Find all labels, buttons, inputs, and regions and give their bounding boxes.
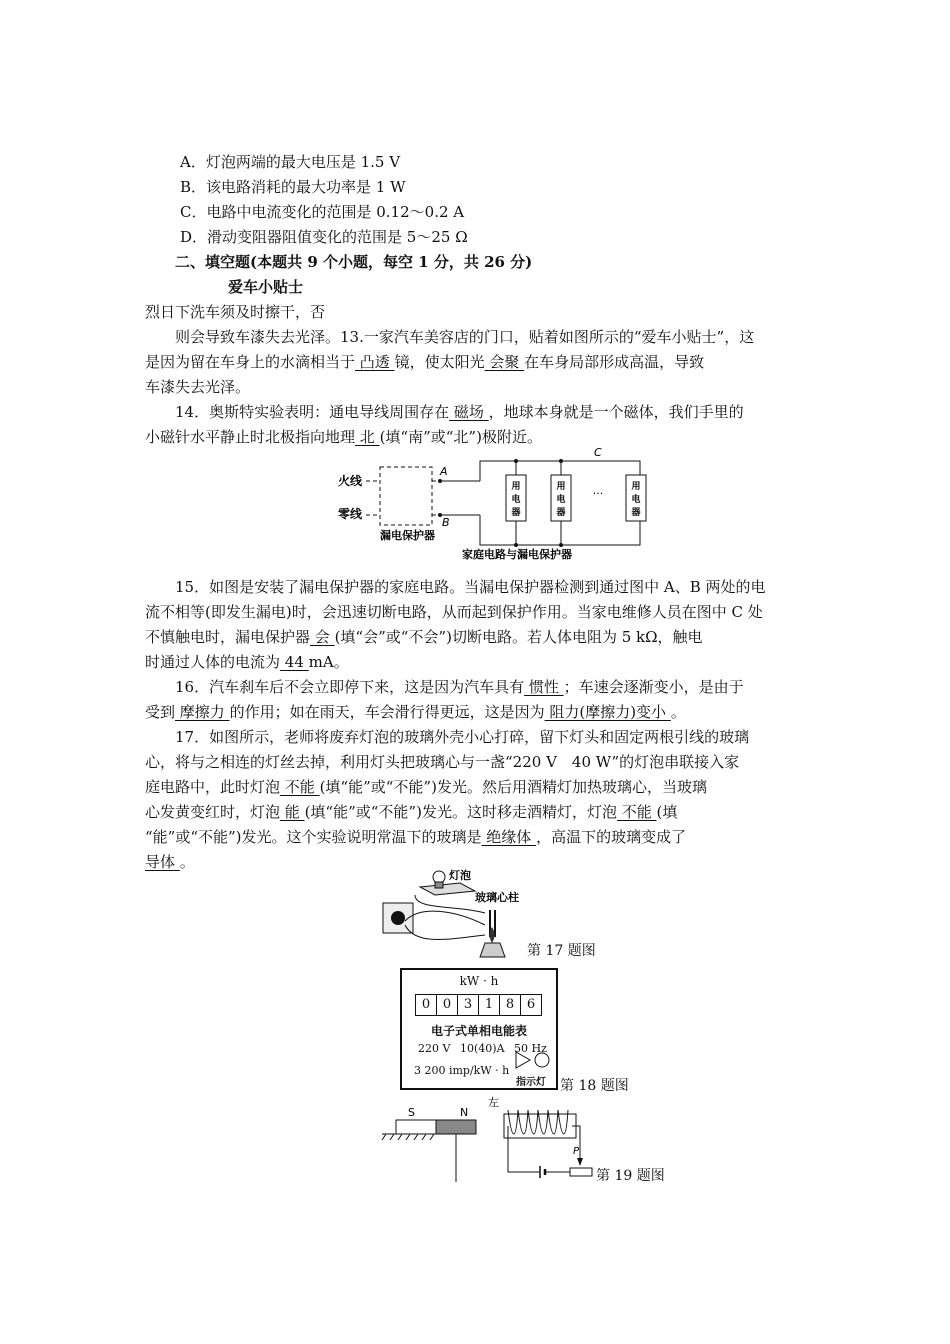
q14-answer-2: 北	[355, 428, 380, 446]
bulb-icon	[433, 871, 445, 883]
meter-frequency: 50 Hz	[514, 1042, 547, 1055]
tip-line: 烈日下洗车须及时擦干，否	[145, 303, 326, 321]
appliance-2	[551, 459, 571, 547]
svg-text:用: 用	[511, 482, 521, 492]
protector-label: 漏电保护器	[380, 529, 435, 542]
svg-text:电: 电	[556, 495, 566, 505]
bulb-board	[420, 883, 475, 895]
svg-text:器: 器	[631, 508, 641, 518]
q16-answer-1: 惯性	[524, 678, 564, 696]
pole-s-label: S	[408, 1106, 415, 1119]
point-c-label: C	[594, 446, 602, 459]
indicator-light-icon	[514, 1050, 554, 1070]
meter-title: 电子式单相电能表	[430, 1024, 527, 1038]
q15-line2: 流不相等(即发生漏电)时，会迅速切断电路，从而起到保护作用。当家电维修人员在图中 C 处	[145, 603, 763, 621]
fig15-caption: 家庭电路与漏电保护器	[462, 548, 572, 561]
bulb-label: 灯泡	[449, 869, 471, 882]
fig18-caption: 第 18 题图	[560, 1078, 629, 1094]
option-d: D．滑动变阻器阻值变化的范围是 5～25 Ω	[180, 228, 468, 246]
appliance-3	[626, 475, 646, 521]
q16-line1: 16．汽车刹车后不会立即停下来，这是因为汽车具有 惯性 ；车速会逐渐变小，是由于	[175, 678, 744, 696]
meter-digit: 0	[416, 995, 437, 1015]
q15-line4: 时通过人体的电流为 44 mA。	[145, 653, 349, 671]
meter-digit: 0	[437, 995, 458, 1015]
option-c: C．电路中电流变化的范围是 0.12～0.2 A	[180, 203, 465, 221]
alcohol-lamp	[480, 943, 505, 957]
q15-answer-2: 44	[280, 653, 309, 671]
option-a: A．灯泡两端的最大电压是 1.5 V	[180, 153, 401, 171]
point-a-label: A	[440, 465, 448, 478]
q13-line2: 是因为留在车身上的水滴相当于 凸透 镜，使太阳光 会聚 在车身局部形成高温，导致	[145, 353, 705, 371]
svg-text:器: 器	[511, 508, 521, 518]
meter-digits	[415, 994, 542, 1016]
option-b: B．该电路消耗的最大功率是 1 W	[180, 178, 406, 196]
rheostat	[570, 1168, 592, 1176]
magnet-solenoid-figure	[380, 1092, 595, 1184]
svg-text:用: 用	[631, 482, 641, 492]
q17-line6: 导体 。	[145, 853, 195, 871]
meter-constant: 3 200 imp/kW · h	[414, 1064, 510, 1077]
indicator-label: 指示灯	[516, 1077, 546, 1088]
slider-p-label: P	[573, 1146, 580, 1157]
q13-answer-1: 凸透	[355, 353, 395, 371]
q17-answer-5: 导体	[145, 853, 180, 871]
q16-line2: 受到 摩擦力 的作用；如在雨天，车会滑行得更远，这是因为 阻力(摩擦力)变小 。	[145, 703, 686, 721]
meter-unit: kW · h	[459, 974, 499, 988]
ellipsis-label: ···	[592, 487, 604, 500]
live-wire-label: 火线	[338, 474, 363, 488]
q17-answer-3: 不能	[616, 803, 657, 821]
protector-box	[380, 467, 432, 525]
solenoid-core	[504, 1114, 576, 1138]
meter-digit: 3	[458, 995, 479, 1015]
q17-line4: 心发黄变红时，灯泡 能 (填“能”或“不能”)发光。这时移走酒精灯，灯泡 不能 (填	[145, 803, 678, 821]
fig19-caption: 第 19 题图	[596, 1168, 665, 1184]
q17-answer-2: 能	[280, 803, 305, 821]
q15-answer-1: 会	[310, 628, 335, 646]
magnet-n-half	[436, 1120, 476, 1134]
appliance-1	[506, 459, 526, 547]
neutral-wire-label: 零线	[338, 507, 363, 521]
q17-answer-1: 不能	[280, 778, 320, 796]
point-b-label: B	[442, 516, 450, 529]
q14-answer-1: 磁场	[449, 403, 489, 421]
meter-digit: 8	[500, 995, 521, 1015]
energy-meter	[400, 968, 558, 1090]
magnet-s-half	[396, 1120, 436, 1134]
meter-current: 10(40)A	[460, 1042, 505, 1055]
meter-digit: 1	[479, 995, 500, 1015]
q16-answer-3: 阻力(摩擦力)变小	[544, 703, 671, 721]
q16-answer-2: 摩擦力	[175, 703, 230, 721]
q14-line1: 14．奥斯特实验表明：通电导线周围存在 磁场 ，地球本身就是一个磁体，我们手里的	[175, 403, 744, 421]
leakage-protector-circuit-figure	[330, 445, 650, 565]
tip-title: 爱车小贴士	[228, 278, 304, 296]
q14-line2: 小磁针水平静止时北极指向地理 北 (填“南”或“北”)极附近。	[145, 428, 542, 446]
fig17-caption: 第 17 题图	[527, 943, 596, 959]
glass-stem-label: 玻璃心柱	[475, 891, 519, 904]
q13-line3: 车漆失去光泽。	[145, 378, 251, 396]
q15-line1: 15．如图是安装了漏电保护器的家庭电路。当漏电保护器检测到通过图中 A、B 两处的电	[175, 578, 766, 596]
q17-line2: 心，将与之相连的灯丝去掉，利用灯头把玻璃心与一盏“220 V 40 W”的灯泡串联接入家	[145, 753, 740, 771]
q17-line1: 17．如图所示，老师将废弃灯泡的玻璃外壳小心打碎，留下灯头和固定两根引线的玻璃	[175, 728, 750, 746]
q13-answer-2: 会聚	[484, 353, 525, 371]
left-label: 左	[488, 1096, 499, 1109]
glass-stem-experiment-figure	[375, 865, 535, 965]
q17-line3: 庭电路中，此时灯泡 不能 (填“能”或“不能”)发光。然后用酒精灯加热玻璃心，当玻璃	[145, 778, 707, 796]
meter-voltage: 220 V	[418, 1042, 451, 1055]
q17-answer-4: 绝缘体	[481, 828, 537, 846]
svg-text:电: 电	[511, 495, 521, 505]
pole-n-label: N	[460, 1106, 469, 1119]
svg-text:器: 器	[556, 508, 566, 518]
meter-digit: 6	[526, 997, 536, 1012]
q13-line1: 则会导致车漆失去光泽。13.一家汽车美容店的门口，贴着如图所示的“爱车小贴士”，这	[175, 328, 755, 346]
svg-text:用: 用	[556, 482, 566, 492]
section-heading: 二、填空题(本题共 9 个小题，每空 1 分，共 26 分)	[175, 253, 533, 271]
q15-line3: 不慎触电时，漏电保护器 会 (填“会”或“不会”)切断电路。若人体电阻为 5 kΩ，触电	[145, 628, 703, 646]
svg-text:电: 电	[631, 495, 641, 505]
q17-line5: “能”或“不能”)发光。这个实验说明常温下的玻璃是 绝缘体 ，高温下的玻璃变成了	[145, 828, 687, 846]
